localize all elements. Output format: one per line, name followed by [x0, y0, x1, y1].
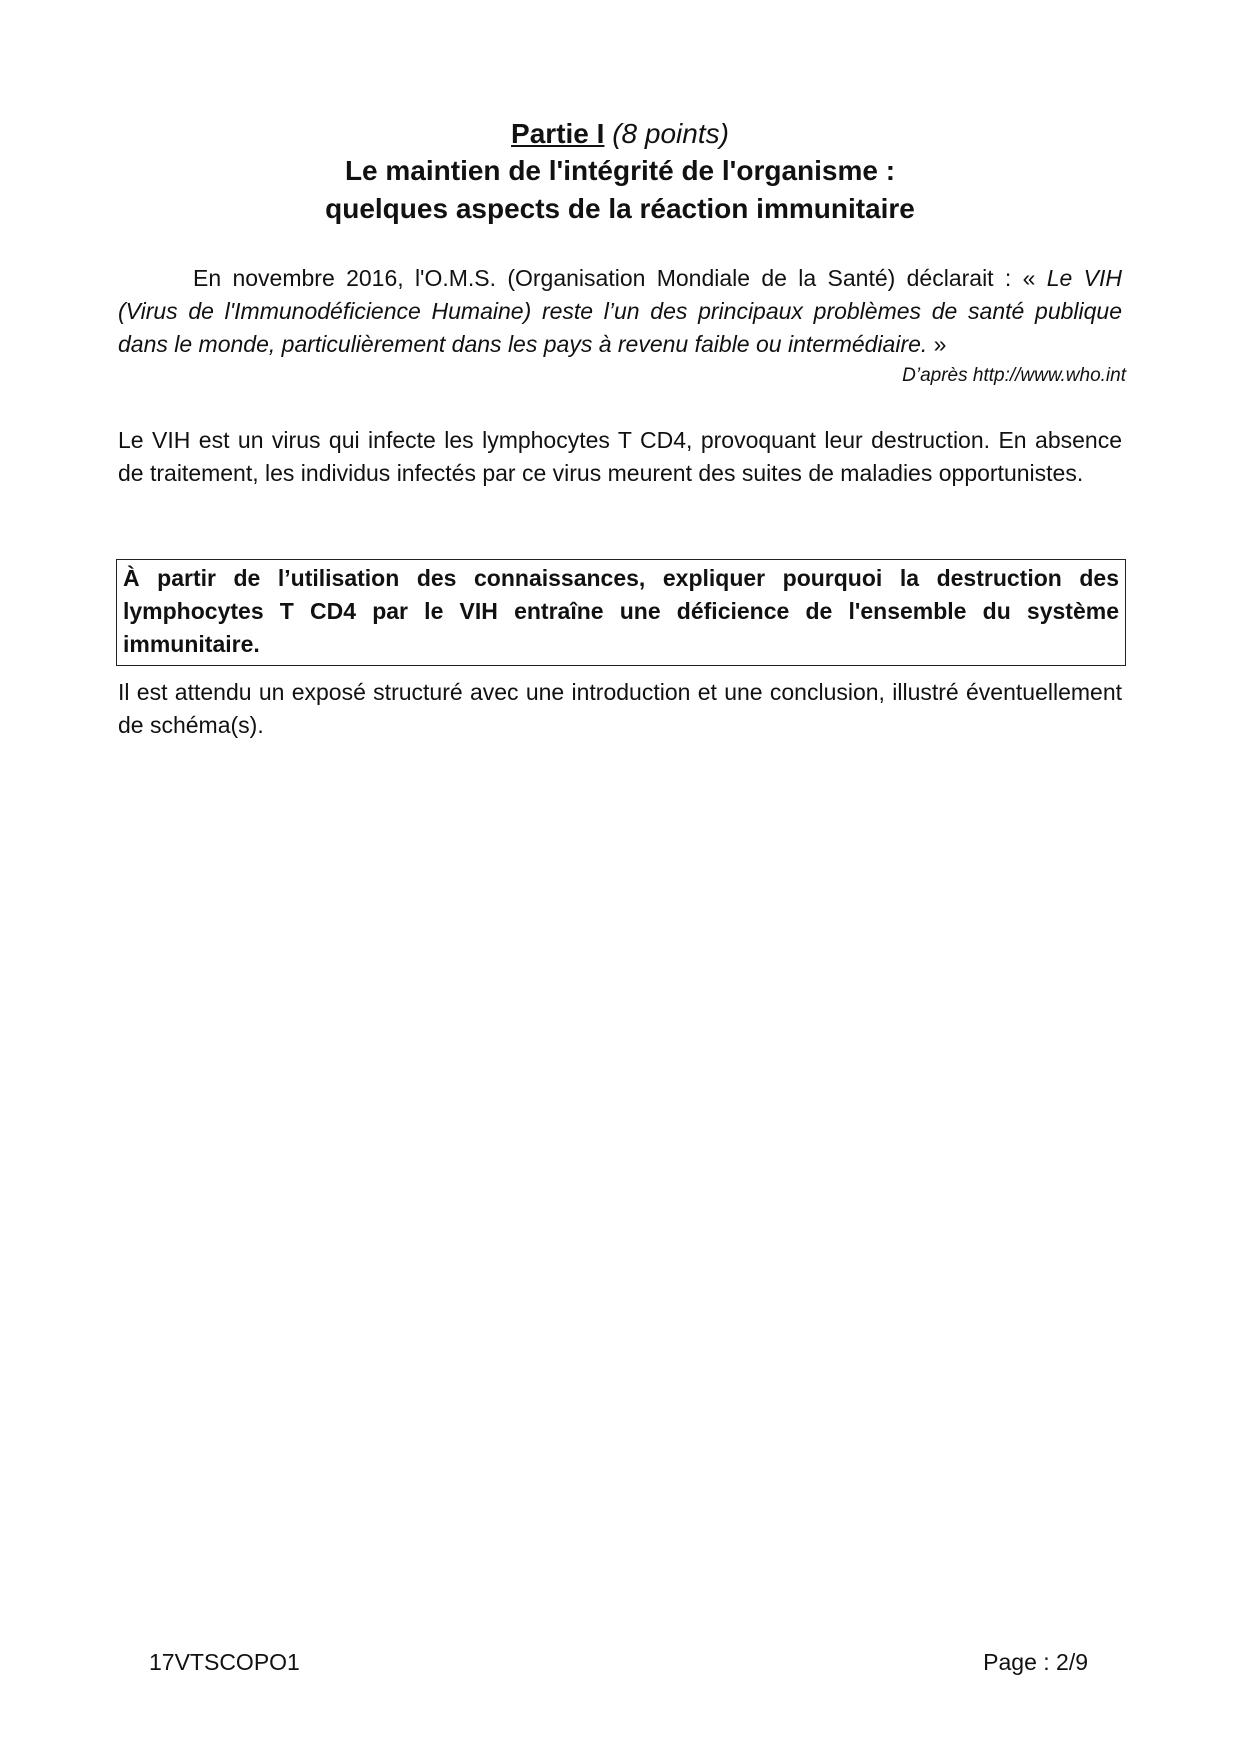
section-header — [0, 116, 1240, 228]
part-heading — [0, 116, 1240, 152]
quote-source: D’après http://www.who.int — [902, 365, 1126, 386]
quote-text: Le VIH (Virus de l'Immunodéficience Humaine) reste l’un des principaux problèmes de santé publique dans le monde, particulièrement dans les pays à revenu faible ou intermédiaire. — [118, 265, 1122, 357]
quote-closing: » — [927, 331, 947, 357]
points-label: (8 points) — [612, 118, 729, 149]
who-quote-paragraph — [118, 262, 1122, 361]
title-line-2: quelques aspects de la réaction immunitaire — [325, 193, 915, 224]
footer-page-number: Page : 2/9 — [983, 1649, 1088, 1675]
question-text: À partir de l’utilisation des connaissances, expliquer pourquoi la destruction des lymphocytes T CD4 par le VIH entraîne une déficience de l'ensemble du système immunitaire. — [123, 565, 1119, 657]
part-label: Partie I — [511, 118, 605, 149]
footer-code: 17VTSCOPO1 — [149, 1649, 300, 1675]
quote-intro: En novembre 2016, l'O.M.S. (Organisation Mondiale de la Santé) déclarait : « — [193, 265, 1047, 291]
expected-paragraph: Il est attendu un exposé structuré avec une introduction et une conclusion, illustré éventuellement de schéma(s). — [118, 679, 1122, 738]
title-line-1: Le maintien de l'intégrité de l'organisme : — [344, 155, 896, 186]
intro-paragraph: Le VIH est un virus qui infecte les lymphocytes T CD4, provoquant leur destruction. En absence de traitement, les individus infectés par ce virus meurent des suites de maladies opportunistes. — [118, 427, 1122, 486]
question-box — [116, 559, 1126, 666]
